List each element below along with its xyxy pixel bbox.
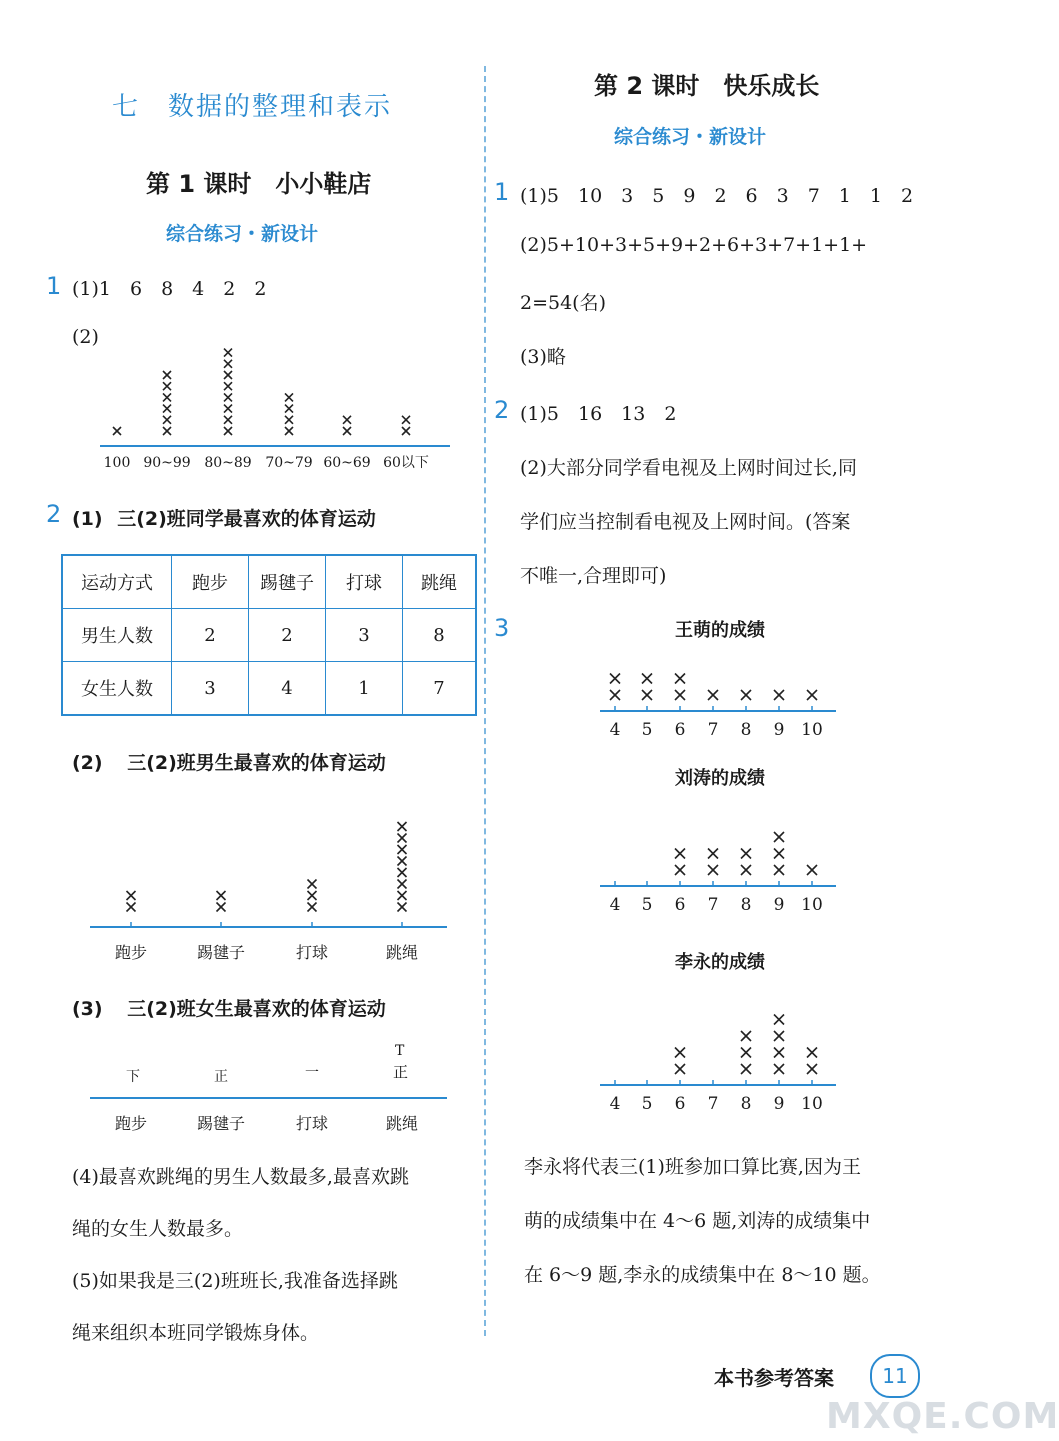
table-cell: 4 — [249, 662, 326, 716]
tick-label: 10 — [801, 1094, 823, 1114]
data-point-x — [224, 427, 232, 435]
data-point-x — [675, 674, 685, 684]
data-point-x — [675, 1064, 685, 1074]
data-point-x — [642, 674, 652, 684]
tick-label: 10 — [801, 720, 823, 740]
data-point-x — [610, 674, 620, 684]
tick-label: 7 — [707, 895, 719, 915]
table-header-cell: 运动方式 — [62, 555, 172, 609]
tick-label: 打球 — [295, 1114, 329, 1133]
tick-label: 60以下 — [383, 455, 429, 471]
q3-conclusion-line: 李永将代表三(1)班参加口算比赛,因为王 — [524, 1156, 861, 1178]
data-point-x — [163, 382, 171, 390]
table-header-cell: 踢毽子 — [249, 555, 326, 609]
data-point-x — [398, 845, 407, 854]
subsection-heading: 综合练习・新设计 — [166, 223, 319, 245]
data-point-x — [398, 880, 407, 889]
tick-label: 4 — [609, 720, 621, 740]
tick-label: 7 — [707, 720, 719, 740]
data-point-x — [127, 903, 136, 912]
tick-label: 8 — [740, 720, 752, 740]
q3-conclusion-line: 在 6～9 题,李永的成绩集中在 8～10 题。 — [524, 1264, 881, 1286]
data-point-x — [741, 849, 751, 859]
data-point-x — [708, 849, 718, 859]
table-cell: 1 — [326, 662, 403, 716]
tally-mark: 正 — [393, 1063, 409, 1081]
data-point-x — [224, 416, 232, 424]
question-number: 1 — [494, 178, 510, 206]
data-point-x — [308, 891, 317, 900]
table-cell: 男生人数 — [62, 609, 172, 662]
tick-label: 70~79 — [265, 455, 313, 471]
q1-line: (1)5 10 3 5 9 2 6 3 7 1 1 2 — [520, 185, 914, 207]
data-point-x — [675, 1048, 685, 1058]
tick-label: 踢毽子 — [196, 943, 246, 962]
question-number: 2 — [494, 396, 510, 424]
data-point-x — [224, 405, 232, 413]
table-cell: 3 — [326, 609, 403, 662]
tick-label: 5 — [641, 720, 653, 740]
q1-line: (2)5+10+3+5+9+2+6+3+7+1+1+ — [520, 234, 868, 256]
question-number: 3 — [494, 614, 510, 642]
data-point-x — [285, 416, 293, 424]
data-point-x — [774, 832, 784, 842]
question-number: 2 — [46, 500, 62, 528]
data-point-x — [402, 427, 410, 435]
chart-title: 王萌的成绩 — [675, 620, 765, 641]
subsection-heading: 综合练习・新设计 — [614, 126, 767, 148]
tick-label: 9 — [773, 1094, 785, 1114]
tally-mark: 下 — [126, 1069, 140, 1085]
data-point-x — [774, 690, 784, 700]
chart-title: 李永的成绩 — [675, 952, 765, 973]
data-point-x — [127, 891, 136, 900]
data-point-x — [675, 865, 685, 875]
data-point-x — [398, 857, 407, 866]
table-title: 三(2)班同学最喜欢的体育运动 — [117, 508, 376, 530]
data-point-x — [398, 834, 407, 843]
tick-label: 9 — [773, 720, 785, 740]
q2-line: 学们应当控制看电视及上网时间。(答案 — [520, 511, 851, 533]
data-point-x — [224, 360, 232, 368]
table-row — [62, 662, 476, 716]
tick-label: 5 — [641, 1094, 653, 1114]
tick-label: 8 — [740, 1094, 752, 1114]
q1-part1-answer: (1)1 6 8 4 2 2 — [72, 278, 267, 300]
girls-chart-title: 三(2)班女生最喜欢的体育运动 — [127, 998, 386, 1020]
tick-label: 打球 — [295, 943, 329, 962]
tick-label: 80~89 — [204, 455, 252, 471]
data-point-x — [224, 349, 232, 357]
watermark: MXQE.COM — [826, 1396, 1059, 1437]
tick-label: 跳绳 — [385, 943, 419, 962]
data-point-x — [224, 382, 232, 390]
data-point-x — [398, 822, 407, 831]
tick-label: 10 — [801, 895, 823, 915]
data-point-x — [163, 393, 171, 401]
data-point-x — [774, 1048, 784, 1058]
data-point-x — [308, 880, 317, 889]
q2-part4-line: (4)最喜欢跳绳的男生人数最多,最喜欢跳 — [72, 1166, 409, 1188]
data-point-x — [308, 903, 317, 912]
tick-label: 8 — [740, 895, 752, 915]
lesson1-title: 第 1 课时 小小鞋店 — [146, 170, 372, 198]
data-point-x — [774, 1064, 784, 1074]
data-point-x — [285, 427, 293, 435]
data-point-x — [224, 393, 232, 401]
tick-label: 100 — [103, 455, 131, 471]
q3-conclusion-line: 萌的成绩集中在 4～6 题,刘涛的成绩集中 — [524, 1210, 871, 1232]
data-point-x — [217, 891, 226, 900]
unit-title: 七 数据的整理和表示 — [112, 92, 393, 122]
q1-line: 2=54(名) — [520, 292, 607, 314]
q2-line: 不唯一,合理即可) — [520, 565, 667, 587]
data-point-x — [741, 1064, 751, 1074]
table-cell: 2 — [172, 609, 249, 662]
data-point-x — [610, 690, 620, 700]
tick-label: 6 — [674, 1094, 686, 1114]
data-point-x — [285, 405, 293, 413]
boys-chart-title: 三(2)班男生最喜欢的体育运动 — [127, 752, 386, 774]
data-point-x — [741, 1031, 751, 1041]
data-point-x — [398, 891, 407, 900]
sports-table — [61, 554, 477, 716]
data-point-x — [343, 416, 351, 424]
q2-part5-line: 绳来组织本班同学锻炼身体。 — [72, 1322, 320, 1344]
data-point-x — [774, 849, 784, 859]
table-header-cell: 打球 — [326, 555, 403, 609]
table-header-row — [62, 555, 476, 609]
tick-label: 跑步 — [114, 1114, 148, 1133]
table-row — [62, 609, 476, 662]
data-point-x — [741, 690, 751, 700]
q1-line: (3)略 — [520, 346, 566, 368]
table-cell: 女生人数 — [62, 662, 172, 716]
data-point-x — [741, 865, 751, 875]
data-point-x — [285, 393, 293, 401]
data-point-x — [741, 1048, 751, 1058]
q2-part5-line: (5)如果我是三(2)班班长,我准备选择跳 — [72, 1270, 398, 1292]
data-point-x — [642, 690, 652, 700]
tick-label: 9 — [773, 895, 785, 915]
table-cell: 3 — [172, 662, 249, 716]
page-number: 11 — [870, 1354, 920, 1398]
data-point-x — [807, 1048, 817, 1058]
tick-label: 跳绳 — [385, 1114, 419, 1133]
data-point-x — [343, 427, 351, 435]
q1-part2-label: (2) — [72, 326, 99, 348]
data-point-x — [398, 903, 407, 912]
table-header-cell: 跑步 — [172, 555, 249, 609]
tick-label: 踢毽子 — [196, 1114, 246, 1133]
table-cell: 7 — [403, 662, 477, 716]
data-point-x — [774, 865, 784, 875]
tick-label: 90~99 — [143, 455, 191, 471]
table-cell: 8 — [403, 609, 477, 662]
tally-mark: 正 — [214, 1069, 228, 1085]
tick-label: 5 — [641, 895, 653, 915]
tick-label: 6 — [674, 720, 686, 740]
q2-part3-label: (3) — [72, 998, 103, 1020]
data-point-x — [675, 849, 685, 859]
chart-title: 刘涛的成绩 — [675, 768, 765, 789]
q2-line: (2)大部分同学看电视及上网时间过长,同 — [520, 457, 857, 479]
table-header-cell: 跳绳 — [403, 555, 477, 609]
data-point-x — [163, 405, 171, 413]
data-point-x — [217, 903, 226, 912]
tick-label: 4 — [609, 1094, 621, 1114]
data-point-x — [807, 690, 817, 700]
tick-label: 7 — [707, 1094, 719, 1114]
data-point-x — [807, 865, 817, 875]
data-point-x — [163, 371, 171, 379]
tick-label: 6 — [674, 895, 686, 915]
tick-label: 跑步 — [114, 943, 148, 962]
tally-mark: T — [395, 1043, 405, 1059]
q2-line: (1)5 16 13 2 — [520, 403, 677, 425]
data-point-x — [675, 690, 685, 700]
tick-label: 60~69 — [323, 455, 371, 471]
data-point-x — [708, 690, 718, 700]
q2-part1-label: (1) — [72, 508, 103, 530]
data-point-x — [113, 427, 121, 435]
lesson2-title: 第 2 课时 快乐成长 — [594, 72, 820, 100]
data-point-x — [398, 868, 407, 877]
q2-part2-label: (2) — [72, 752, 103, 774]
question-number: 1 — [46, 272, 62, 300]
data-point-x — [807, 1064, 817, 1074]
data-point-x — [163, 416, 171, 424]
data-point-x — [774, 1015, 784, 1025]
q2-part4-line: 绳的女生人数最多。 — [72, 1218, 244, 1240]
data-point-x — [402, 416, 410, 424]
footer-label: 本书参考答案 — [714, 1366, 834, 1390]
data-point-x — [224, 371, 232, 379]
tally-mark: 一 — [305, 1065, 319, 1081]
table-cell: 2 — [249, 609, 326, 662]
data-point-x — [774, 1031, 784, 1041]
tick-label: 4 — [609, 895, 621, 915]
data-point-x — [708, 865, 718, 875]
data-point-x — [163, 427, 171, 435]
